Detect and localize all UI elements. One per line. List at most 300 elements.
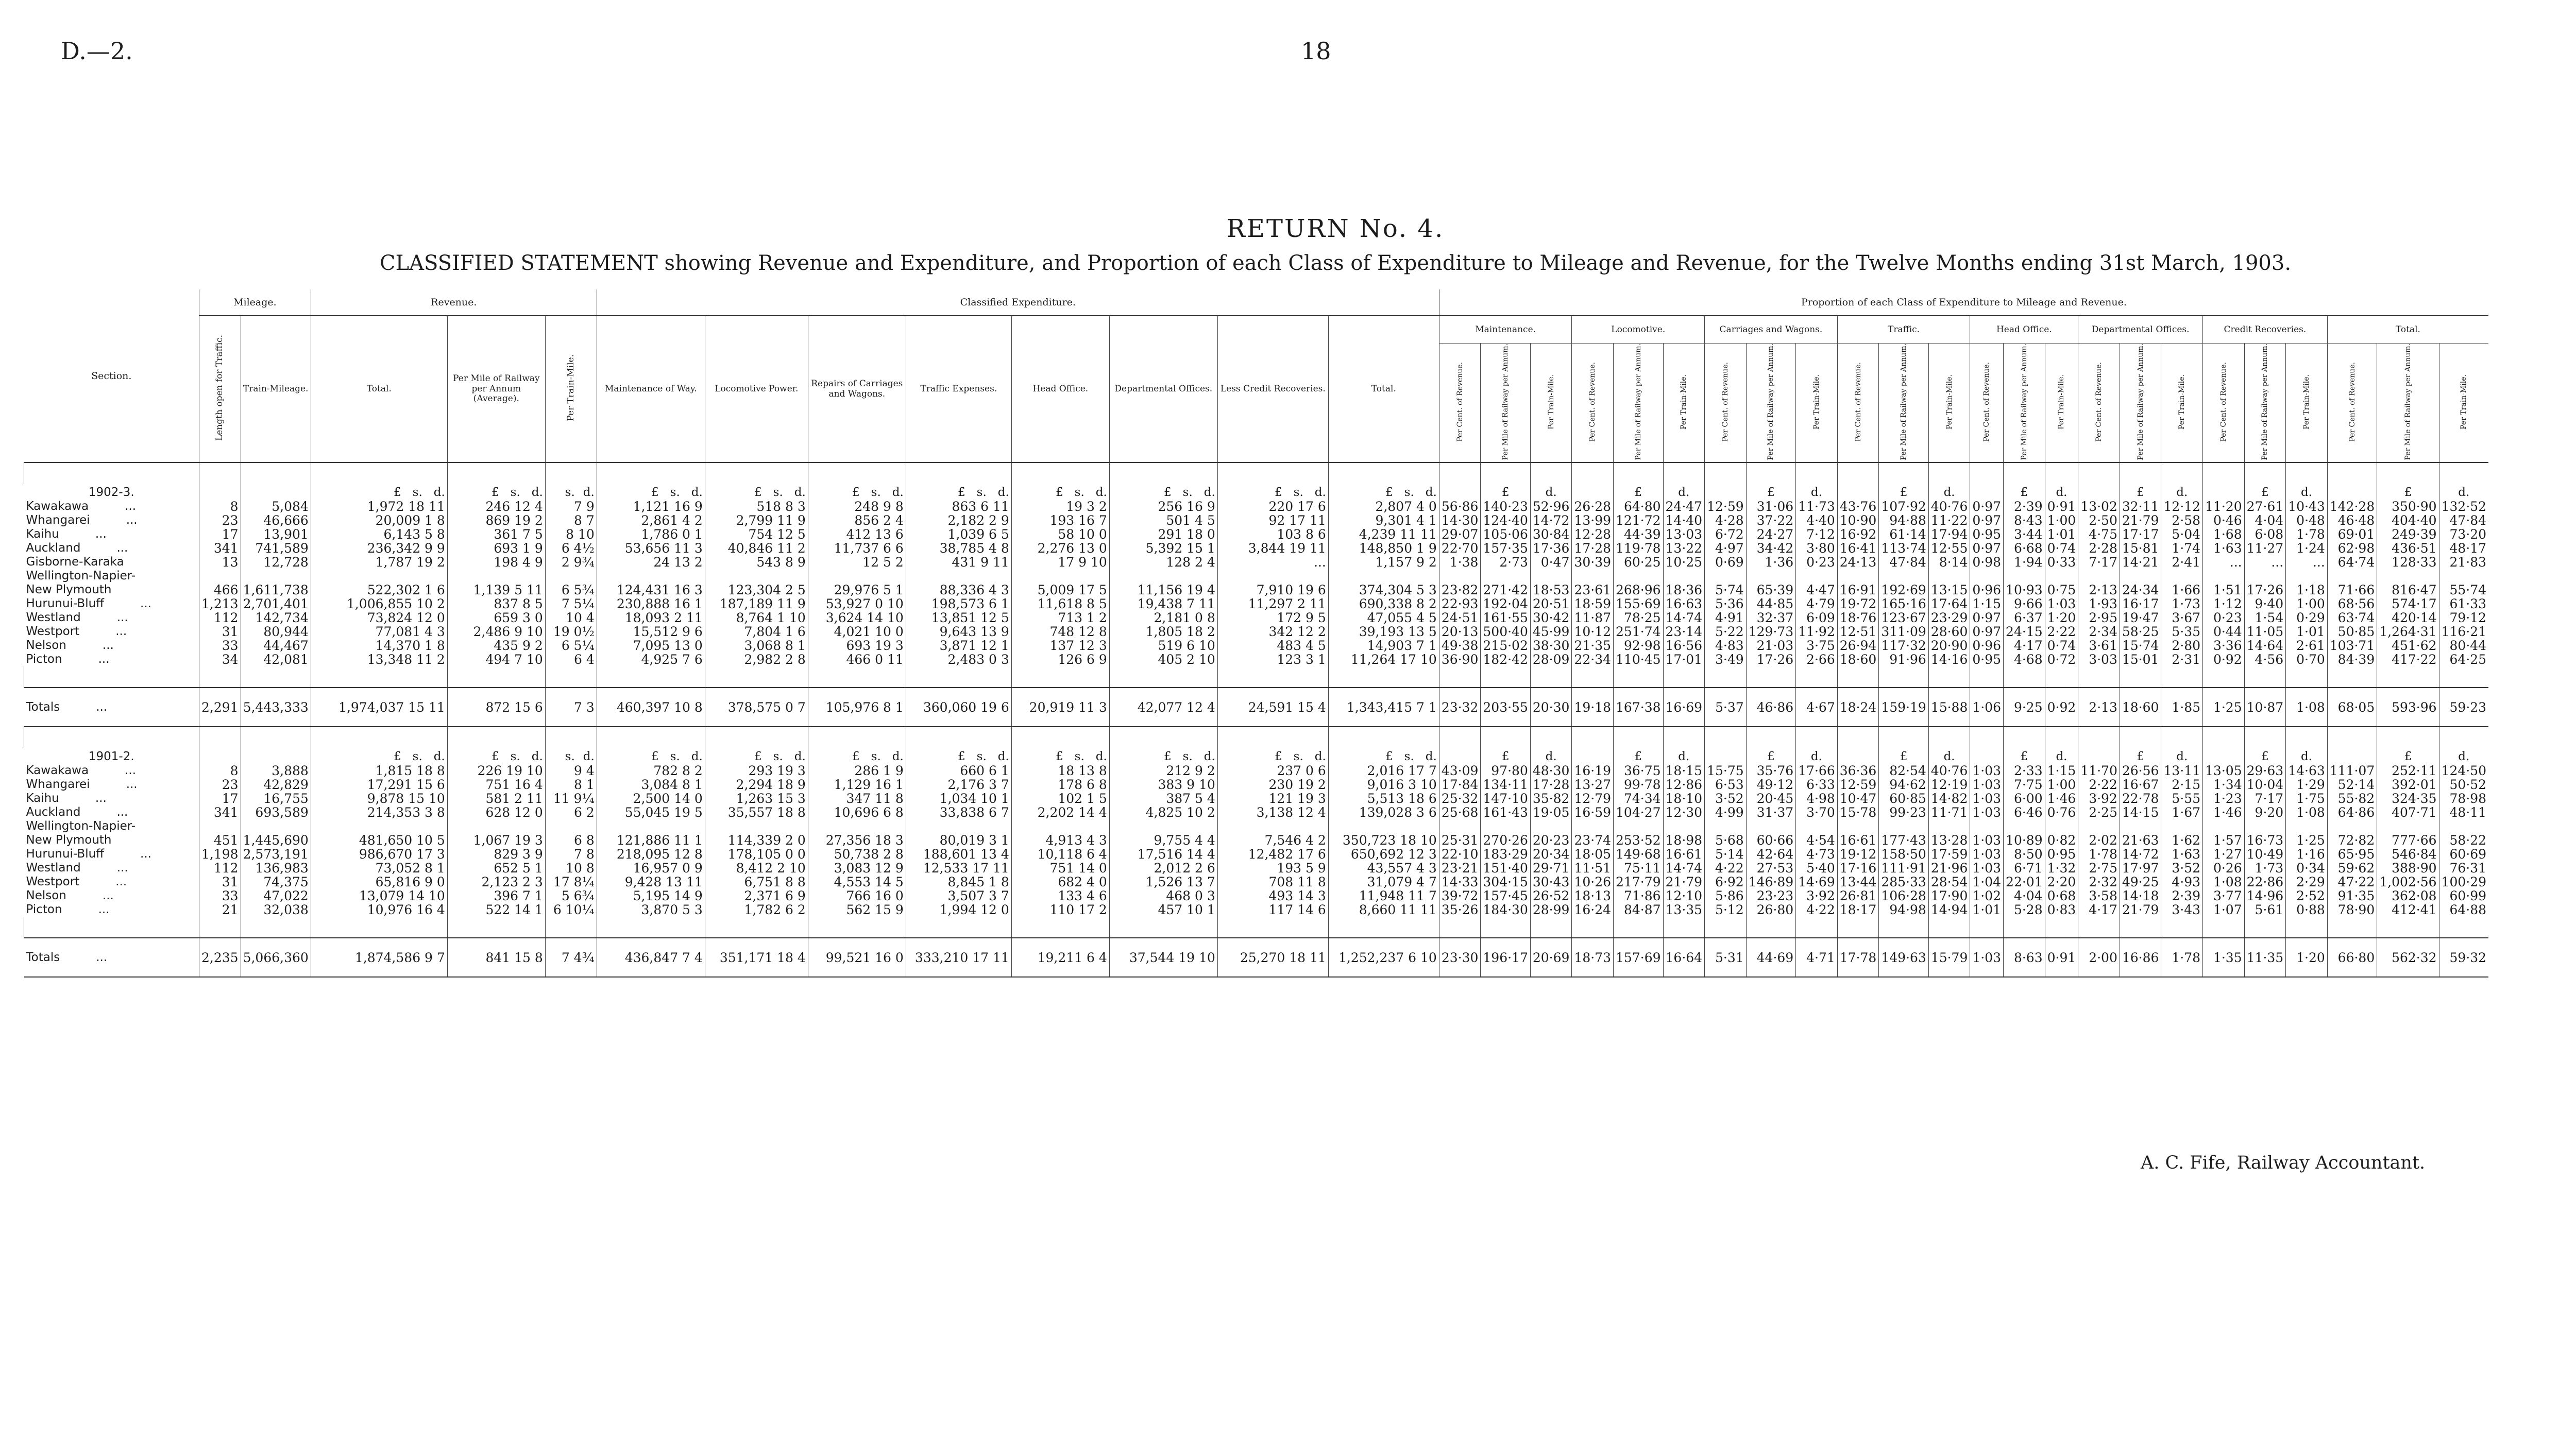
cell-traf: 1,034 10 1	[906, 792, 1011, 805]
proportion-cell: 0·34	[2286, 861, 2328, 875]
proportion-cell: 99·23	[1879, 805, 1928, 819]
cell-dept: 1,526 13 7	[1109, 875, 1217, 889]
cell-maint: 18,093 2 11	[597, 611, 705, 625]
spacer-cell	[1572, 727, 1614, 748]
proportion-cell: 2·13	[2078, 583, 2120, 597]
cell-tm: 42,081	[241, 653, 311, 666]
proportion-cell: 0·97	[1970, 611, 2004, 625]
cell-head: 19,211 6 4	[1011, 938, 1109, 977]
spacer-cell	[1481, 462, 1530, 484]
cell-pm	[447, 569, 545, 583]
proportion-cell: 121·72	[1614, 513, 1663, 527]
proportion-cell: 13·05	[2203, 764, 2245, 778]
spacer-cell	[1928, 462, 1970, 484]
cell-total: 1,874,586 9 7	[311, 938, 447, 977]
proportion-cell: 26·28	[1572, 500, 1614, 513]
unit-label: d.	[1204, 750, 1215, 764]
spacer-cell	[2327, 462, 2377, 484]
spacer-cell	[1011, 917, 1109, 938]
proportion-cell: 13·11	[2161, 764, 2203, 778]
prop-head-office-header: Head Office.	[1970, 316, 2078, 344]
proportion-cell: 59·62	[2327, 861, 2377, 875]
cell-etot: 2,016 17 7	[1328, 764, 1439, 778]
proportion-cell: 20·90	[1928, 639, 1970, 653]
unit-label: d.	[1678, 486, 1690, 500]
cell-head: 4,913 4 3	[1011, 833, 1109, 847]
proportion-cell: 59·23	[2439, 688, 2488, 727]
cell-etot: 43,557 4 3	[1328, 861, 1439, 875]
leader-dots: ...	[116, 861, 128, 875]
proportion-cell: 14·94	[1928, 903, 1970, 917]
unit-cell	[311, 484, 447, 500]
spacer-cell	[1328, 727, 1439, 748]
proportion-cell: 4·28	[1705, 513, 1747, 527]
cell-etot: 1,157 9 2	[1328, 555, 1439, 569]
unit-label: d.	[1943, 750, 1955, 764]
cell-rep: 248 9 8	[808, 500, 906, 513]
proportion-cell: 6·37	[2004, 611, 2045, 625]
proportion-cell: 18·15	[1663, 764, 1705, 778]
cell-traf: 3,507 3 7	[906, 889, 1011, 903]
proportion-cell: 574·17	[2377, 597, 2439, 611]
section-name	[24, 639, 199, 653]
spacer-cell	[2120, 462, 2161, 484]
spacer-cell	[2327, 917, 2377, 938]
section-label: Totals	[26, 700, 60, 714]
spacer-cell	[597, 917, 705, 938]
proportion-cell: 14·33	[1439, 875, 1481, 889]
proportion-cell: 14·18	[2120, 889, 2161, 903]
unit-label: s.	[1293, 750, 1303, 764]
proportion-cell	[2045, 819, 2078, 833]
cell-credit: 12,482 17 6	[1217, 847, 1328, 861]
proportion-cell: 18·59	[1572, 597, 1614, 611]
proportion-cell: 253·52	[1614, 833, 1663, 847]
proportion-cell	[2203, 819, 2245, 833]
cell-rep: 11,737 6 6	[808, 541, 906, 555]
proportion-cell: 13·44	[1837, 875, 1879, 889]
spacer-cell	[1970, 727, 2004, 748]
proportion-cell: 0·69	[1705, 555, 1747, 569]
cell-maint: 2,861 4 2	[597, 513, 705, 527]
cell-head: 713 1 2	[1011, 611, 1109, 625]
cell-tm: 3,888	[241, 764, 311, 778]
table-row	[24, 569, 2489, 583]
proportion-cell: 1·07	[2203, 903, 2245, 917]
proportion-cell: 19·47	[2120, 611, 2161, 625]
proportion-cell: 4·93	[2161, 875, 2203, 889]
cell-length: 112	[199, 861, 241, 875]
proportion-cell: 11·70	[2078, 764, 2120, 778]
cell-dept: 457 10 1	[1109, 903, 1217, 917]
unit-cell	[2161, 484, 2203, 500]
unit-cell	[2439, 748, 2488, 764]
leader-dots: ...	[98, 653, 110, 666]
proportion-cell: 1·00	[2045, 513, 2078, 527]
cell-pm: 522 14 1	[447, 903, 545, 917]
proportion-cell: 31·37	[1746, 805, 1795, 819]
proportion-cell: 12·86	[1663, 778, 1705, 792]
proportion-cell: 1·75	[2286, 792, 2328, 805]
cell-maint: 3,870 5 3	[597, 903, 705, 917]
unit-label: d.	[1545, 750, 1557, 764]
cell-dept: 405 2 10	[1109, 653, 1217, 666]
spacer-cell	[545, 462, 597, 484]
proportion-cell: 6·92	[1705, 875, 1747, 889]
proportion-cell: 5·74	[1705, 583, 1747, 597]
section-label: Picton	[26, 653, 62, 666]
cell-length: 2,235	[199, 938, 241, 977]
cell-head: 748 12 8	[1011, 625, 1109, 639]
proportion-cell: 11·51	[1572, 861, 1614, 875]
cell-total: 1,006,855 10 2	[311, 597, 447, 611]
cell-pm: 361 7 5	[447, 527, 545, 541]
proportion-cell: 10·49	[2244, 847, 2286, 861]
totals-row	[24, 938, 2489, 977]
spacer-cell	[1109, 462, 1217, 484]
spacer-cell	[906, 666, 1011, 688]
cell-ptm: 5 6¾	[545, 889, 597, 903]
proportion-cell: 1·85	[2161, 688, 2203, 727]
proportion-cell: 24·27	[1746, 527, 1795, 541]
proportion-cell: 1·73	[2161, 597, 2203, 611]
cell-loco: 754 12 5	[705, 527, 808, 541]
cell-tm	[241, 819, 311, 833]
cell-length: 23	[199, 778, 241, 792]
proportion-cell: 110·45	[1614, 653, 1663, 666]
cell-dept: 2,012 2 6	[1109, 861, 1217, 875]
unit-label: £	[651, 486, 659, 500]
proportion-cell: 5·12	[1705, 903, 1747, 917]
proportion-cell: 0·76	[2045, 805, 2078, 819]
cell-credit	[1217, 819, 1328, 833]
proportion-cell: 27·61	[2244, 500, 2286, 513]
proportion-cell	[1663, 569, 1705, 583]
cell-total: 6,143 5 8	[311, 527, 447, 541]
proportion-cell: 17·94	[1928, 527, 1970, 541]
spacer-cell	[1746, 727, 1795, 748]
proportion-cell: 32·37	[1746, 611, 1795, 625]
cell-dept: 19,438 7 11	[1109, 597, 1217, 611]
proportion-cell: 5·55	[2161, 792, 2203, 805]
proportion-cell: 68·05	[2327, 688, 2377, 727]
proportion-cell: 157·35	[1481, 541, 1530, 555]
spacer-cell	[311, 666, 447, 688]
proportion-cell: 4·68	[2004, 653, 2045, 666]
prop-subheader: Per Train-Mile.	[1663, 344, 1705, 463]
proportion-cell	[1481, 819, 1530, 833]
proportion-cell: 165·16	[1879, 597, 1928, 611]
cell-etot: 31,079 4 7	[1328, 875, 1439, 889]
prop-subheader: Per Cent. of Revenue.	[2078, 344, 2120, 463]
proportion-cell: 0·68	[2045, 889, 2078, 903]
proportion-cell: 0·47	[1530, 555, 1572, 569]
cell-rep: 766 16 0	[808, 889, 906, 903]
proportion-cell: 161·43	[1481, 805, 1530, 819]
proportion-cell: 1·06	[1970, 688, 2004, 727]
unit-label: s.	[510, 750, 520, 764]
cell-dept: 291 18 0	[1109, 527, 1217, 541]
unit-label: £	[1900, 750, 1908, 764]
proportion-cell: 30·39	[1572, 555, 1614, 569]
cell-rep: 3,083 12 9	[808, 861, 906, 875]
unit-label: d.	[583, 486, 595, 500]
spacer-cell	[597, 727, 705, 748]
cell-dept: 37,544 19 10	[1109, 938, 1217, 977]
cell-credit: 220 17 6	[1217, 500, 1328, 513]
proportion-cell: 27·53	[1746, 861, 1795, 875]
proportion-cell: 111·07	[2327, 764, 2377, 778]
cell-ptm: 11 9¼	[545, 792, 597, 805]
spacer-cell	[1663, 917, 1705, 938]
departmental-header: Departmental Offices.	[1109, 316, 1217, 462]
proportion-cell: 10·90	[1837, 513, 1879, 527]
spacer-cell	[241, 727, 311, 748]
proportion-cell: 1·03	[2045, 597, 2078, 611]
prop-subheader: Per Cent. of Revenue.	[1970, 344, 2004, 463]
proportion-cell: 84·87	[1614, 903, 1663, 917]
maintenance-header: Maintenance of Way.	[597, 316, 705, 462]
section-name	[24, 861, 199, 875]
cell-tm: 142,734	[241, 611, 311, 625]
proportion-cell: 8·43	[2004, 513, 2045, 527]
unit-label: £	[852, 486, 860, 500]
prop-subheader: Per Cent. of Revenue.	[1572, 344, 1614, 463]
spacer-cell	[2004, 727, 2045, 748]
cell-loco: 351,171 18 4	[705, 938, 808, 977]
unit-cell	[1217, 748, 1328, 764]
cell-traf: 431 9 11	[906, 555, 1011, 569]
proportion-cell: 4·17	[2078, 903, 2120, 917]
proportion-cell: 128·33	[2377, 555, 2439, 569]
prop-locomotive-header: Locomotive.	[1572, 316, 1705, 344]
proportion-cell: 10·47	[1837, 792, 1879, 805]
spacer-cell	[1217, 917, 1328, 938]
unit-label: d.	[1314, 486, 1326, 500]
spacer-cell	[2078, 462, 2120, 484]
proportion-cell: 11·92	[1796, 625, 1838, 639]
cell-ptm: 2 9¾	[545, 555, 597, 569]
proportion-cell: ...	[2203, 555, 2245, 569]
spacer-cell	[311, 727, 447, 748]
spacer-cell	[2203, 727, 2245, 748]
proportion-cell: 1·78	[2078, 847, 2120, 861]
proportion-cell: 132·52	[2439, 500, 2488, 513]
cell-head: 133 4 6	[1011, 889, 1109, 903]
cell-loco: 6,751 8 8	[705, 875, 808, 889]
unit-label: £	[394, 486, 401, 500]
proportion-cell: 0·91	[2045, 500, 2078, 513]
spacer-cell	[447, 727, 545, 748]
proportion-cell: 407·71	[2377, 805, 2439, 819]
spacer-cell	[1217, 666, 1328, 688]
unit-cell	[1663, 484, 1705, 500]
section-name	[24, 889, 199, 903]
proportion-cell: 17·16	[1837, 861, 1879, 875]
table-row	[24, 833, 2489, 847]
spacer-cell	[2203, 666, 2245, 688]
section-name	[24, 569, 199, 583]
cell-dept: 11,156 19 4	[1109, 583, 1217, 597]
proportion-cell: 24·34	[2120, 583, 2161, 597]
spacer-cell	[2004, 917, 2045, 938]
cell-traf: 8,845 1 8	[906, 875, 1011, 889]
cell-tm: 136,983	[241, 861, 311, 875]
proportion-cell: 0·98	[1970, 555, 2004, 569]
cell-tm: 2,573,191	[241, 847, 311, 861]
proportion-cell: 14·72	[2120, 847, 2161, 861]
proportion-cell: 251·74	[1614, 625, 1663, 639]
proportion-cell: 47·84	[1879, 555, 1928, 569]
table-row	[24, 889, 2489, 903]
proportion-cell: 32·11	[2120, 500, 2161, 513]
proportion-cell	[2327, 819, 2377, 833]
cell-head	[1011, 569, 1109, 583]
spacer-cell	[808, 917, 906, 938]
cell-maint: 55,045 19 5	[597, 805, 705, 819]
proportion-cell: 73·20	[2439, 527, 2488, 541]
cell-length: 34	[199, 653, 241, 666]
proportion-cell: 182·42	[1481, 653, 1530, 666]
unit-cell	[2327, 748, 2377, 764]
cell-maint: 53,656 11 3	[597, 541, 705, 555]
proportion-cell: 72·82	[2327, 833, 2377, 847]
proportion-cell: 94·88	[1879, 513, 1928, 527]
cell-ptm: 7 8	[545, 847, 597, 861]
proportion-cell: 75·11	[1614, 861, 1663, 875]
proportion-cell: 1·66	[2161, 583, 2203, 597]
spacer-cell	[1796, 727, 1838, 748]
unit-label: d.	[2300, 750, 2312, 764]
cell-length: 1,213	[199, 597, 241, 611]
proportion-cell: 2·29	[2286, 875, 2328, 889]
proportion-cell: 0·91	[2045, 938, 2078, 977]
proportion-cell: 50·85	[2327, 625, 2377, 639]
spacer-cell	[1970, 666, 2004, 688]
spacer-cell	[1217, 462, 1328, 484]
cell-pm	[447, 819, 545, 833]
section-name	[24, 555, 199, 569]
unit-label: s.	[510, 486, 520, 500]
proportion-cell: 91·96	[1879, 653, 1928, 666]
proportion-cell: 3·49	[1705, 653, 1747, 666]
proportion-cell: 13·03	[1663, 527, 1705, 541]
spacer-cell	[2327, 727, 2377, 748]
cell-length: 31	[199, 875, 241, 889]
proportion-cell: 100·29	[2439, 875, 2488, 889]
proportion-cell: 192·04	[1481, 597, 1530, 611]
section-label: Westland	[26, 861, 81, 875]
proportion-cell: 417·22	[2377, 653, 2439, 666]
cell-tm: 44,467	[241, 639, 311, 653]
cell-total: 14,370 1 8	[311, 639, 447, 653]
proportion-cell: 3·52	[1705, 792, 1747, 805]
proportion-cell: 15·81	[2120, 541, 2161, 555]
cell-rep: 99,521 16 0	[808, 938, 906, 977]
unit-cell	[1837, 748, 1879, 764]
proportion-cell: 392·01	[2377, 778, 2439, 792]
unit-label: d.	[2176, 486, 2188, 500]
proportion-cell: 43·76	[1837, 500, 1879, 513]
spacer-cell	[705, 727, 808, 748]
cell-credit: 3,138 12 4	[1217, 805, 1328, 819]
proportion-cell: 28·54	[1928, 875, 1970, 889]
proportion-cell: 55·74	[2439, 583, 2488, 597]
proportion-cell: 0·74	[2045, 541, 2078, 555]
proportion-cell: 15·88	[1928, 688, 1970, 727]
leader-dots: ...	[116, 541, 128, 555]
proportion-cell: 80·44	[2439, 639, 2488, 653]
proportion-cell: 17·01	[1663, 653, 1705, 666]
cell-maint: 15,512 9 6	[597, 625, 705, 639]
unit-label: £	[2137, 486, 2144, 500]
cell-credit: 483 4 5	[1217, 639, 1328, 653]
table-row	[24, 875, 2489, 889]
proportion-cell: 3·80	[1796, 541, 1838, 555]
unit-label: d.	[433, 750, 445, 764]
proportion-cell: 28·09	[1530, 653, 1572, 666]
cell-maint: 16,957 0 9	[597, 861, 705, 875]
unit-cell	[1109, 484, 1217, 500]
proportion-cell: 65·95	[2327, 847, 2377, 861]
proportion-cell: 12·28	[1572, 527, 1614, 541]
cell-loco: 123,304 2 5	[705, 583, 808, 597]
table-row	[24, 611, 2489, 625]
cell-head: 58 10 0	[1011, 527, 1109, 541]
proportion-cell	[1705, 569, 1747, 583]
proportion-cell: 36·36	[1837, 764, 1879, 778]
proportion-cell: 16·91	[1837, 583, 1879, 597]
cell-length	[199, 819, 241, 833]
proportion-cell: 192·69	[1879, 583, 1928, 597]
cell-head: 102 1 5	[1011, 792, 1109, 805]
spacer-cell	[199, 727, 241, 748]
spacer-cell	[1705, 917, 1747, 938]
unit-label: d.	[794, 486, 806, 500]
proportion-cell: 26·56	[2120, 764, 2161, 778]
unit-cell	[2045, 484, 2078, 500]
revenue-total-header: Total.	[311, 316, 447, 462]
spacer-cell	[545, 666, 597, 688]
prop-subheader: Per Mile of Railway per Annum.	[2004, 344, 2045, 463]
proportion-cell	[1663, 819, 1705, 833]
proportion-cell: 3·92	[1796, 889, 1838, 903]
cell-pm: 628 12 0	[447, 805, 545, 819]
proportion-cell: 26·81	[1837, 889, 1879, 903]
spacer-cell	[906, 727, 1011, 748]
unit-cell	[1928, 748, 1970, 764]
cell-ptm: 6 4	[545, 653, 597, 666]
unit-label: d.	[2458, 486, 2470, 500]
spacer-cell	[2004, 462, 2045, 484]
cell-dept: 5,392 15 1	[1109, 541, 1217, 555]
proportion-cell: 3·67	[2161, 611, 2203, 625]
spacer-cell	[1328, 666, 1439, 688]
unit-cell	[705, 748, 808, 764]
proportion-cell: 14·74	[1663, 611, 1705, 625]
prop-subheader: Per Train-Mile.	[1796, 344, 1838, 463]
proportion-cell: 1·03	[1970, 938, 2004, 977]
unit-cell	[2244, 484, 2286, 500]
cell-rep: 29,976 5 1	[808, 583, 906, 597]
section-name	[24, 819, 199, 833]
section-name	[24, 583, 199, 597]
proportion-cell: 21·03	[1746, 639, 1795, 653]
return-subtitle: CLASSIFIED STATEMENT showing Revenue and Expenditure, and Proportion of each Class of Expenditure to Mileage and Revenue, for the Twelve Months ending 31st March, 1903.	[379, 251, 2292, 275]
spacer-cell	[2120, 727, 2161, 748]
leader-dots: ...	[95, 527, 107, 541]
spacer-cell	[2120, 666, 2161, 688]
